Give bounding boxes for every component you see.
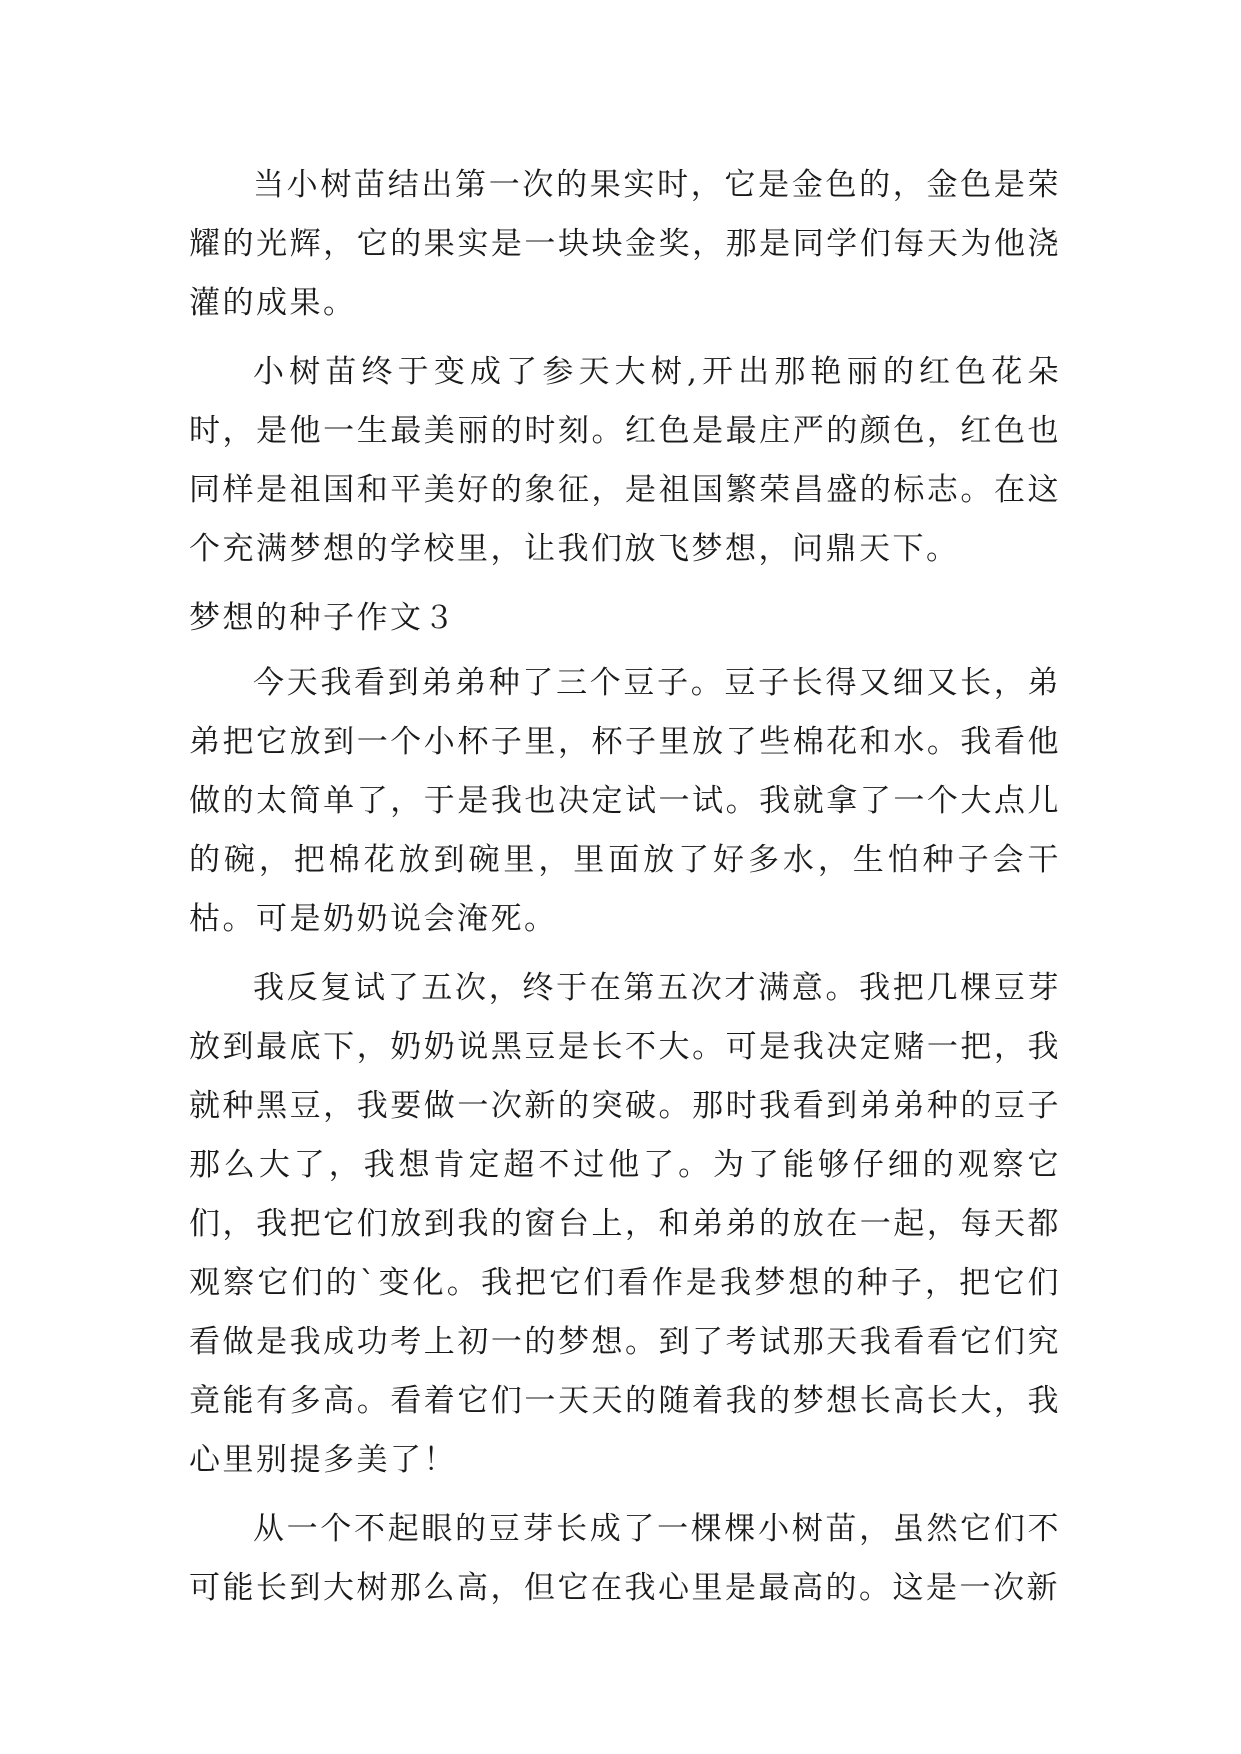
paragraph-golden-fruit: 当小树苗结出第一次的果实时，它是金色的，金色是荣耀的光辉，它的果实是一块块金奖，那是同学们每天为他浇灌的成果。 <box>189 167 1061 321</box>
paragraph-red-flowers: 小树苗终于变成了参天大树,开出那艳丽的红色花朵时，是他一生最美丽的时刻。红色是最庄严的颜色，红色也同样是祖国和平美好的象征，是祖国繁荣昌盛的标志。在这个充满梦想的学校里，让我们放飞梦想，问鼎天下。 <box>189 354 1061 567</box>
section-title: 梦想的种子作文３ <box>189 600 457 636</box>
document-body <box>189 156 1061 1628</box>
paragraph-five-tries: 我反复试了五次，终于在第五次才满意。我把几棵豆芽放到最底下，奶奶说黑豆是长不大。可是我决定赌一把，我就种黑豆，我要做一次新的突破。那时我看到弟弟种的豆子那么大了，我想肯定超不过他了。为了能够仔细的观察它们，我把它们放到我的窗台上，和弟弟的放在一起，每天都观察它们的`变化。我把它们看作是我梦想的种子，把它们看做是我成功考上初一的梦想。到了考试那天我看看它们究竟能有多高。看着它们一天天的随着我的梦想长高长大，我心里别提多美了！ <box>189 970 1061 1478</box>
paragraph-planting-beans: 今天我看到弟弟种了三个豆子。豆子长得又细又长，弟弟把它放到一个小杯子里，杯子里放了些棉花和水。我看他做的太简单了，于是我也决定试一试。我就拿了一个大点儿的碗，把棉花放到碗里，里面放了好多水，生怕种子会干枯。可是奶奶说会淹死。 <box>189 665 1061 937</box>
paragraph-sapling: 从一个不起眼的豆芽长成了一棵棵小树苗，虽然它们不可能长到大树那么高，但它在我心里是最高的。这是一次新 <box>189 1511 1061 1606</box>
